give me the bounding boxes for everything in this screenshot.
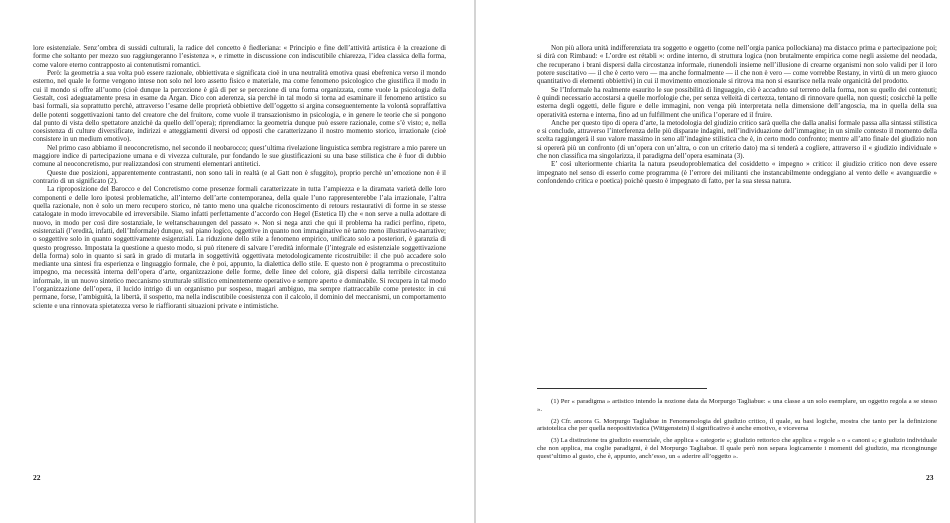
footnote-separator <box>537 388 707 389</box>
right-page <box>476 0 950 523</box>
footnotes <box>537 398 937 465</box>
right-page-body <box>537 44 937 185</box>
left-page <box>0 0 474 523</box>
right-paragraph-2: Se l’Informale ha realmente esaurito le sue possibilità di linguaggio, ciò è accaduto sul terreno della forma, non su quello dei contenuti; è quindi necessario accostarsi a quelle morfologie che, per senza velleità di certezza, tentano di rinnovare quella, non questi; cosicchè la pelle esterna degli oggetti, delle figure e delle immagini, non venga più interpretata nella dimensione dell’angoscia, ma in quella della sua operatività esterna e interna, fino ad un fulfillment che unifica l’operare ed il fruire. <box>537 85 937 119</box>
left-paragraph-1: lore esistenziale. Senz’ombra di sussidi culturali, la radice del concetto è fiedleriana: « Principio e fine dell’attività artistica è la creazione di forme che soltanto per mezzo suo raggiungeranno l’esistenza », e rimette in discussione con indiscutibile chiarezza, l’idea classica della forma, come valore eterno contrapposto ai contenutismi romantici. <box>33 44 446 69</box>
left-paragraph-3: Nel primo caso abbiamo il neoconcretismo, nel secondo il neobarocco; quest’ultima rivelazione linguistica sembra registrare a mio parere un maggiore indice di partecipazione umana e di vivezza culturale, pur fondando le sue giustificazioni su una base stilistica che è fuor di dubbio comune al neoconcretismo, pur realizzandosi con strumenti elementari antitetici. <box>33 143 446 169</box>
left-paragraph-2: Però: la geometria a sua volta può essere razionale, obbiettivata e significata cioè in una neutralità emotiva quasi ebefrenica verso il mondo esterno, nel quale le forme vengono intese non solo nel loro assetto fisico e materiale, ma come fenomeno psicologico che giustifica il modo in cui il mondo si offre all’uomo (cioè dunque la percezione è già di per se percezione di una forma organizzata, come vuole la psicologia della Gestalt, così adeguatamente presa in esame da Argan. Dico con aderenza, sia perchè in tal modo si torna ad esaminare il fenomeno artistico su basi formali, sia soprattutto perchè, attraverso l’esame delle proprietà obbiettive dell’oggetto si argina conseguentemente la volontà sopraffattiva delle potenti soggettivazioni tanto del creatore che del fruitore, come vuole il transazionismo in psicologia, e in genere le teorie che si pongono dal punto di vista dello spettatore anzichè da quello dell’opera); riprendiamo: la geometria dunque può essere razionale, come s’è visto; e, nella coesistenza di culture diversificate, indirizzi e atteggiamenti diversi od opposti che caratterizzano il nostro momento storico, irrazionale (cioè consistere in un medium emotivo). <box>33 68 446 144</box>
left-paragraph-5: La riproposizione del Barocco e del Concretismo come presenze formali caratterizzate in tutta l’ampiezza e la diramata varietà delle loro componenti e delle loro ipotesi problematiche, all’interno dell’arte contemporanea, della quale l’uno rappresenterebbe l’ala irrazionale, l’altra quella razionale, non è solo un mero recupero storico, nè tanto meno una qualche riconoscimento di retours restaurativi di forme in se stesse catalogate in modo irrevocabile ed irreversibile. Siamo infatti perfettamente d’accordo con Hegel (Estetica II) che « non serve a nulla adottare di nuovo, in modo per così dire sostanziale, le weltanschauungen del passato ». Non si nega anzi che qui il problema ha radici perfino, ripeto, esistenziali (l’eredità, infatti, dell’Informale) dunque, sul piano logico, oggettive in quanto non immaginative nè tanto meno illustrativo-narrative; o soggettive solo in quanto soggettivamente esigenziali. La riduzione dello stile a fenomeno empirico, unificato solo a posteriori, è garanzia di questo progresso. Impostata la questione a questo modo, si può ritenere di salvare l’eredità informale (l’integrale ed esistenziale soggettivazione della forma) solo in quanto si sarà in grado di mutarla in soggettività oggettivata metodologicamente ricostruibile: il che può accadere solo mediante una sintesi fra esperienza e linguaggio formale, che è poi, appunto, la dialettica dello stile. E questo non è programma o precostituito impegno, ma necessità interna dell’opera d’arte, organizzazione delle forme, delle linee del colore, già dispersi dalla terribile circostanza informale, in un nuovo sintetico meccanismo strutturale stilistico eminentemente operativo e sempre aperto e dominabile. Si recupera in tal modo l’organizzazione dell’opera, il lucido intrigo di un organismo pur sospeso, magari ambiguo, ma sempre riattraccabile come pretesto: in cui permane, forse, l’ambiguità, la libertà, il sospetto, ma nella indiscutibile coesistenza con il calcolo, il dominio del meccanismi, un comportamento sciente e una rinnovata spietatezza verso le riaffioranti situazioni private e intimistiche. <box>33 185 446 310</box>
footnote-1: (1) Per « paradigma » artistico intendo la nozione data da Morpurgo Tagliabue: « una classe a un solo esemplare, un oggetto regola a se stesso ». <box>537 398 937 413</box>
right-paragraph-1: Non più allora unità indifferenziata tra soggetto e oggetto (come nell’orgia panica pollockiana) ma distacco prima e partecipazione poi; si dirà con Rimbaud: « L’ordre est rétabli »: ordine interno, di struttura logica (non brutalmente empirica come negli assieme del neodada, che recuperano i brani dispersi dalla circostanza informale, riunendoli insieme nell’illusione di crearne organismi non solo validi per il loro potere suscitativo — il che è certo vero — ma anche formalmente — il che non è vero — come vorrebbe Restany, in virtù di un mero giuoco quantitativo di elementi obbiettivi) in cui il movimento emozionale si ritrova ma non si esaurisce nella reale organicità del prodotto. <box>537 44 937 86</box>
page-number-right: 23 <box>926 473 934 482</box>
right-paragraph-4: E’ così ulteriormente chiarita la natura pseudoproblematica del cosiddetto « impegno » critico: il giudizio critico non deve essere impegnato nel senso di esserlo come programma (è l’errore dei militanti che instancabilmente ondeggiano al vento delle « avanguardie » confondendo critica e poetica) poichè questo è impegnato di fatto, per la sua stessa natura. <box>537 160 937 185</box>
left-paragraph-4: Queste due posizioni, apparentemente contrastanti, non sono tali in realtà (e al Gatt non è sfuggito), proprio perchè un’emozione non è il contrario di un significato (2). <box>33 168 446 185</box>
footnote-3: (3) La distinzione tra giudizio essenziale, che applica « categorie »; giudizio rettorico che applica « regole » o « canoni »; e giudizio individuale che non applica, ma coglie paradigmi, è del Morpurgo Tagliabue. Il quale però non separa logicamente i momenti del giudizio, ma riconginunge quest’ultimo al gusto, che è, appunto, anch’esso, un « aderire all’oggetto ». <box>537 437 937 460</box>
right-paragraph-3: Anche per questo tipo di opera d’arte, la metodologia del giudizio critico sarà quella che dalla analisi formale passa alla sintassi stilistica e si conclude, attraverso l’interferenza delle più disparate indagini, nell’individuazione dell’immagine; in un simile contesto il momento della scelta raggiungerà il suo valore massimo in seno all’indagine stilistica che è, in certo modo confronto; mentre all’atto finale del giudizio non si opererà più un confronto (di un’opera con un’altra, o con un criterio dato) ma si tenderà a cogliere, attraverso il « giudizio individuale » che non classifica ma singolarizza, il paradigma dell’opera esaminata (3). <box>537 118 937 161</box>
page-number-left: 22 <box>33 473 41 482</box>
left-page-body <box>33 44 446 310</box>
footnote-2: (2) Cfr. ancora G. Morpurgo Tagliabue in Fenomenologia del giudizio critico, il quale, su basi logiche, mostra che tanto per la definizione aristotelica che per quella neopositivistica (Wittgenstein) il significativo è anche emotivo, e viceversa <box>537 417 937 433</box>
